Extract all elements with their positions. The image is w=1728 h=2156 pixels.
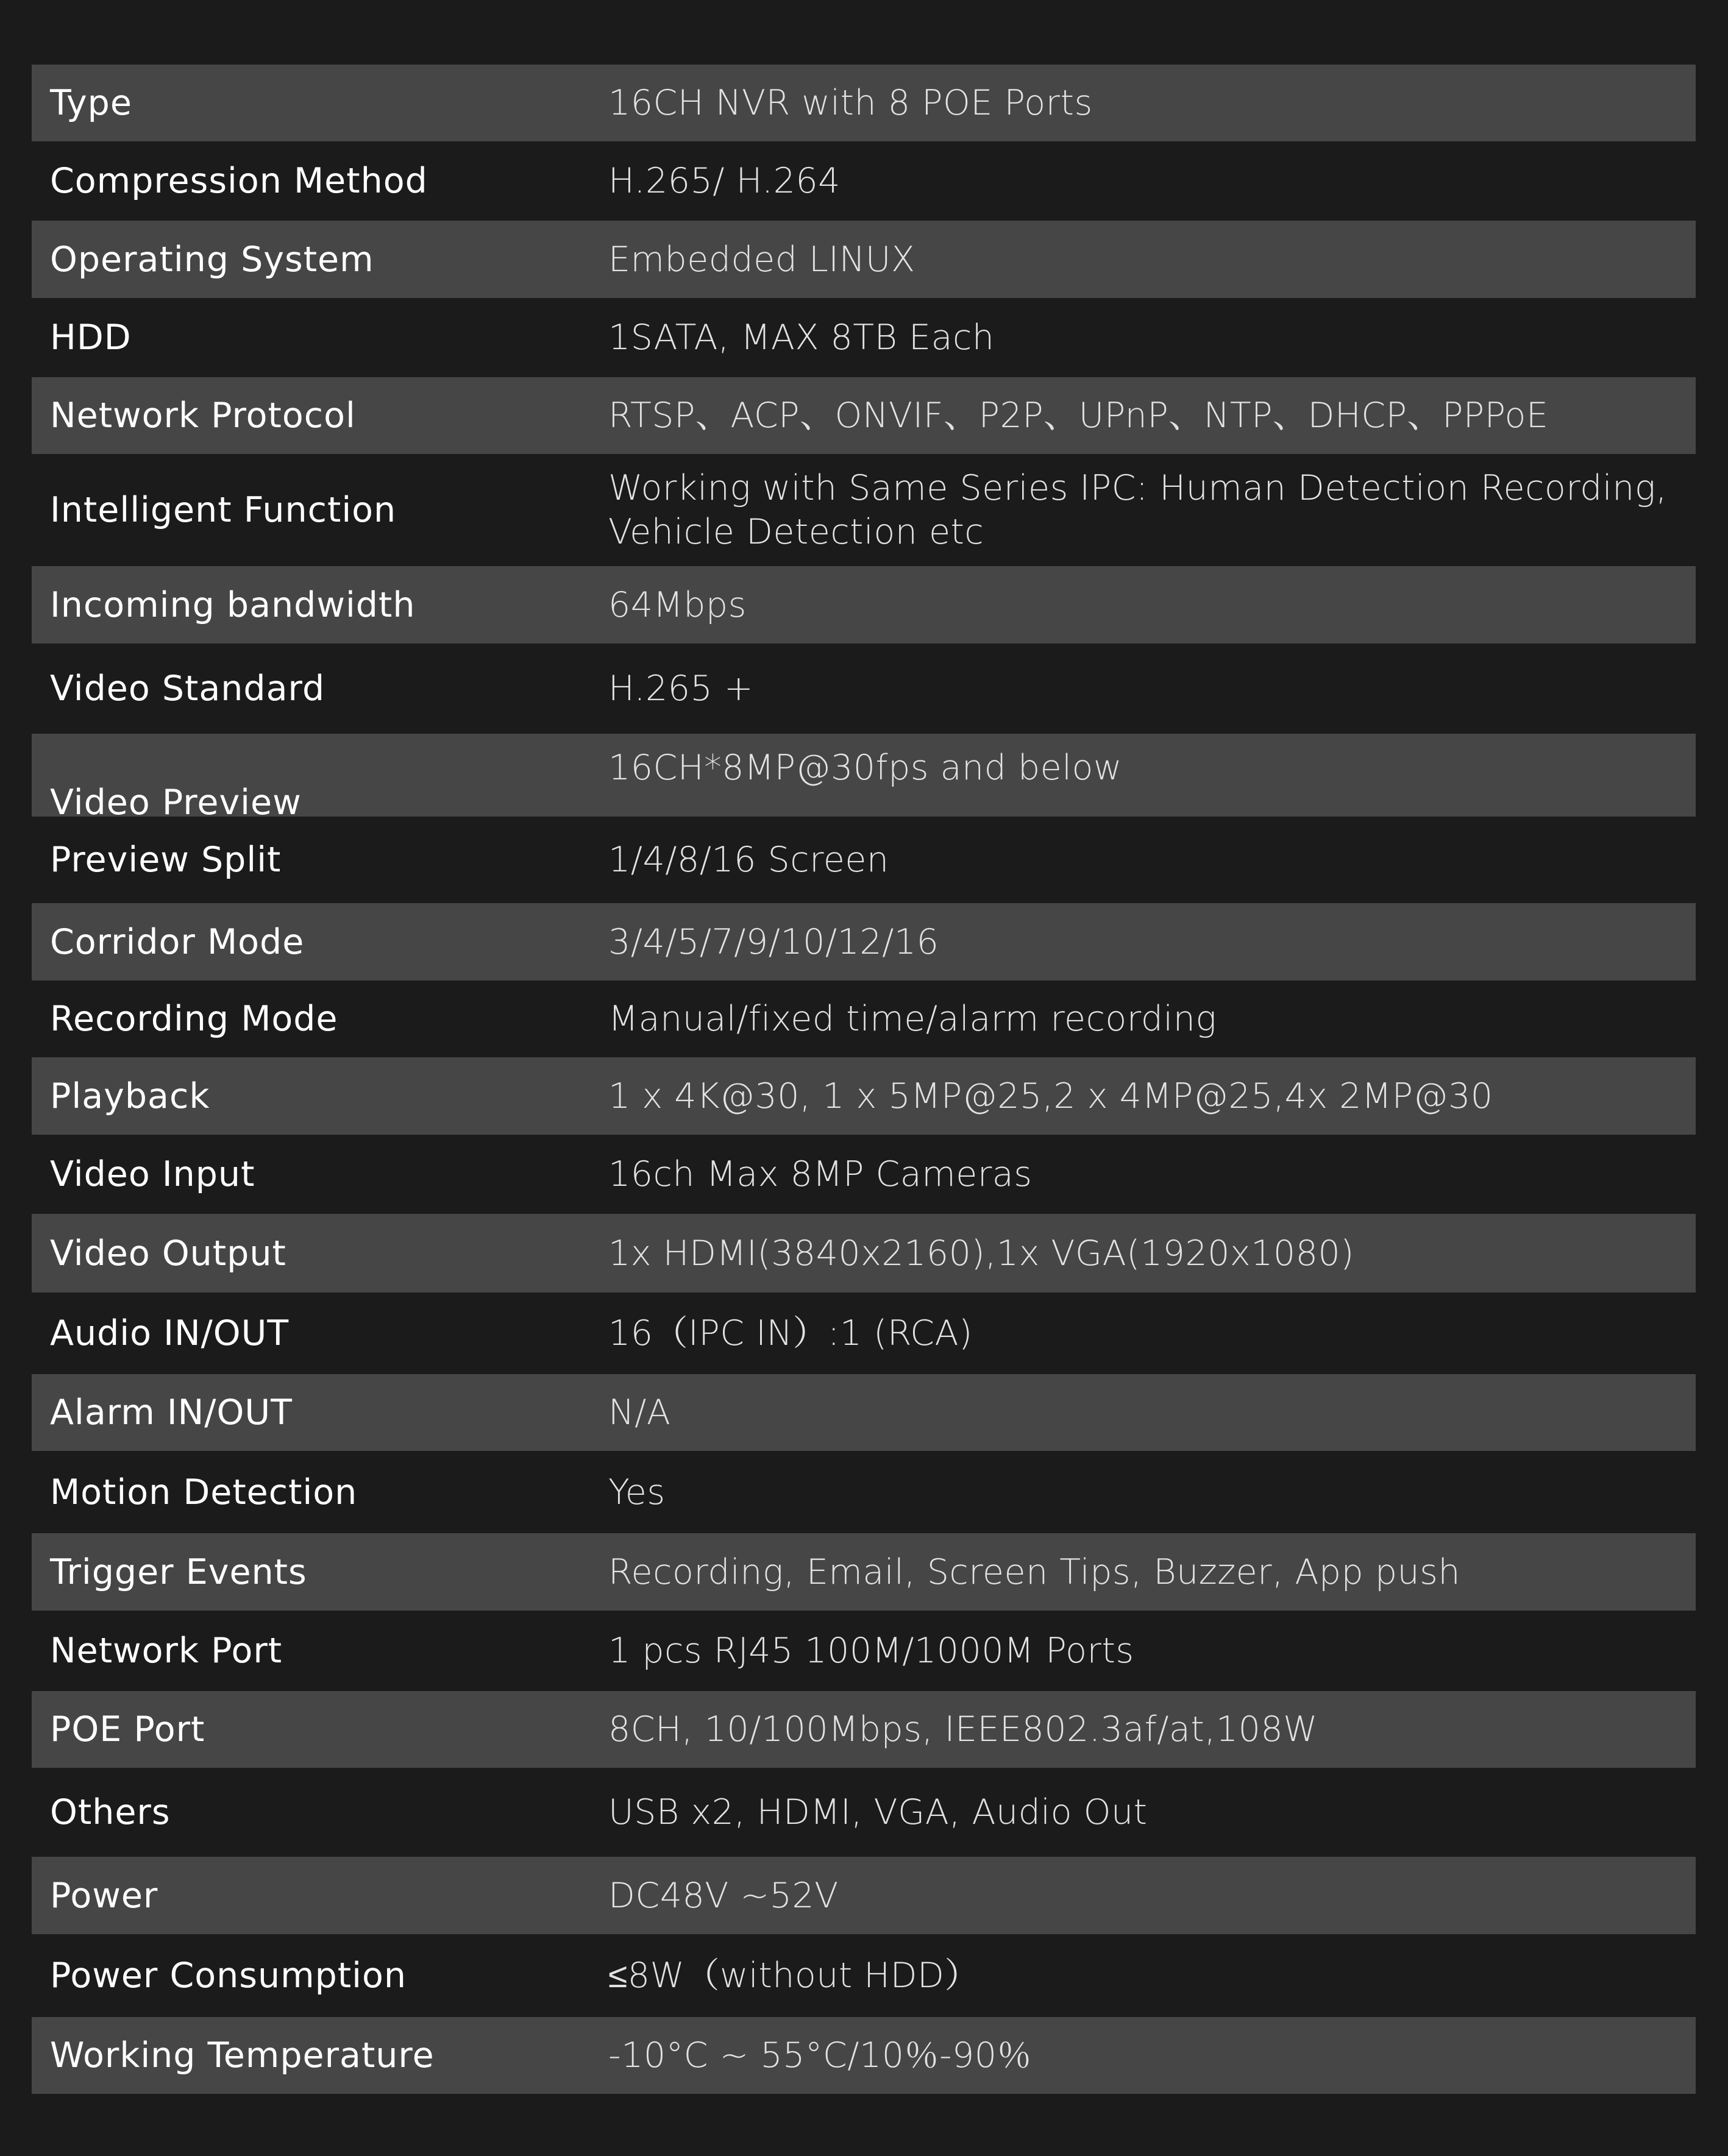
spec-row-video-input xyxy=(32,1135,1696,1214)
spec-label: Corridor Mode xyxy=(50,921,305,962)
spec-value: Working with Same Series IPC: Human Detection Recording, Vehicle Detection etc xyxy=(608,468,1668,552)
spec-label: Playback xyxy=(50,1076,210,1116)
spec-label: Network Port xyxy=(50,1631,283,1671)
spec-value: Manual/fixed time/alarm recording xyxy=(608,999,1217,1039)
spec-value: 16CH NVR with 8 POE Ports xyxy=(608,83,1093,123)
spec-row-operating-system xyxy=(32,221,1696,298)
spec-value: 1x HDMI(3840x2160),1x VGA(1920x1080) xyxy=(608,1233,1354,1274)
spec-row-working-temperature xyxy=(32,2017,1696,2094)
spec-row-video-standard xyxy=(32,644,1696,734)
spec-value: -10°C ~ 55°C/10％-90％ xyxy=(608,2035,1033,2076)
spec-label: Intelligent Function xyxy=(50,490,397,530)
spec-value: 64Mbps xyxy=(608,584,747,625)
spec-label: Preview Split xyxy=(50,840,282,880)
spec-label: Power xyxy=(50,1875,158,1916)
spec-row-preview-split xyxy=(32,817,1696,903)
spec-row-alarm-in-out xyxy=(32,1374,1696,1451)
spec-value: ≤8W（without HDD） xyxy=(608,1956,980,1996)
spec-row-intelligent-function xyxy=(32,454,1696,566)
spec-value: 1 x 4K@30, 1 x 5MP@25,2 x 4MP@25,4x 2MP@30 xyxy=(608,1076,1493,1116)
spec-value: 16ch Max 8MP Cameras xyxy=(608,1154,1033,1194)
spec-row-network-protocol xyxy=(32,377,1696,454)
spec-label: Video Standard xyxy=(50,668,325,709)
spec-row-others xyxy=(32,1768,1696,1857)
spec-row-corridor-mode xyxy=(32,903,1696,980)
spec-value: 1 pcs RJ45 100M/1000M Ports xyxy=(608,1631,1134,1671)
spec-value: Recording, Email, Screen Tips, Buzzer, App push xyxy=(608,1551,1460,1592)
spec-label: Working Temperature xyxy=(50,2035,435,2076)
spec-label: Motion Detection xyxy=(50,1472,358,1512)
spec-value: 16（IPC IN）:1 (RCA) xyxy=(608,1313,973,1353)
spec-row-video-output xyxy=(32,1214,1696,1293)
spec-label: Operating System xyxy=(50,239,374,280)
spec-row-playback xyxy=(32,1057,1696,1135)
spec-label: Recording Mode xyxy=(50,999,338,1039)
spec-label: Incoming bandwidth xyxy=(50,584,416,625)
spec-row-power-consumption xyxy=(32,1934,1696,2017)
spec-label: HDD xyxy=(50,317,132,358)
spec-value: 16CH*8MP@30fps and below xyxy=(608,748,1123,788)
spec-label: Video Preview xyxy=(50,782,302,823)
spec-value: 3/4/5/7/9/10/12/16 xyxy=(608,921,939,962)
spec-label: Others xyxy=(50,1792,171,1832)
spec-row-compression-method xyxy=(32,141,1696,221)
spec-label: Audio IN/OUT xyxy=(50,1313,290,1353)
spec-row-type xyxy=(32,65,1696,141)
spec-value: 1/4/8/16 Screen xyxy=(608,840,889,880)
spec-row-recording-mode xyxy=(32,980,1696,1057)
spec-value: H.265 + xyxy=(608,668,754,709)
spec-row-audio-in-out xyxy=(32,1293,1696,1374)
spec-label: Video Output xyxy=(50,1233,286,1274)
spec-label: Alarm IN/OUT xyxy=(50,1392,293,1433)
spec-row-video-preview xyxy=(32,734,1696,823)
spec-row-poe-port xyxy=(32,1691,1696,1768)
spec-value: 1SATA, MAX 8TB Each xyxy=(608,317,995,358)
spec-row-incoming-bandwidth xyxy=(32,566,1696,644)
spec-value: 8CH, 10/100Mbps, IEEE802.3af/at,108W xyxy=(608,1709,1318,1750)
spec-value: DC48V ~52V xyxy=(608,1875,839,1916)
spec-row-motion-detection xyxy=(32,1451,1696,1533)
spec-row-power xyxy=(32,1857,1696,1934)
spec-value: Yes xyxy=(608,1472,666,1512)
spec-value: N/A xyxy=(608,1392,671,1433)
spec-label: POE Port xyxy=(50,1709,205,1750)
spec-label: Power Consumption xyxy=(50,1956,407,1996)
spec-label: Type xyxy=(50,83,132,123)
spec-label: Compression Method xyxy=(50,161,428,201)
spec-row-network-port xyxy=(32,1611,1696,1691)
spec-value: USB x2, HDMI, VGA, Audio Out xyxy=(608,1792,1148,1832)
spec-label: Trigger Events xyxy=(50,1551,307,1592)
spec-value: Embedded LINUX xyxy=(608,239,916,280)
spec-value: RTSP、ACP、ONVIF、P2P、UPnP、NTP、DHCP、PPPoE xyxy=(608,395,1549,436)
spec-row-hdd xyxy=(32,298,1696,377)
spec-value: H.265/ H.264 xyxy=(608,161,841,201)
spec-label: Network Protocol xyxy=(50,395,356,436)
spec-row-trigger-events xyxy=(32,1533,1696,1611)
spec-label: Video Input xyxy=(50,1154,255,1194)
